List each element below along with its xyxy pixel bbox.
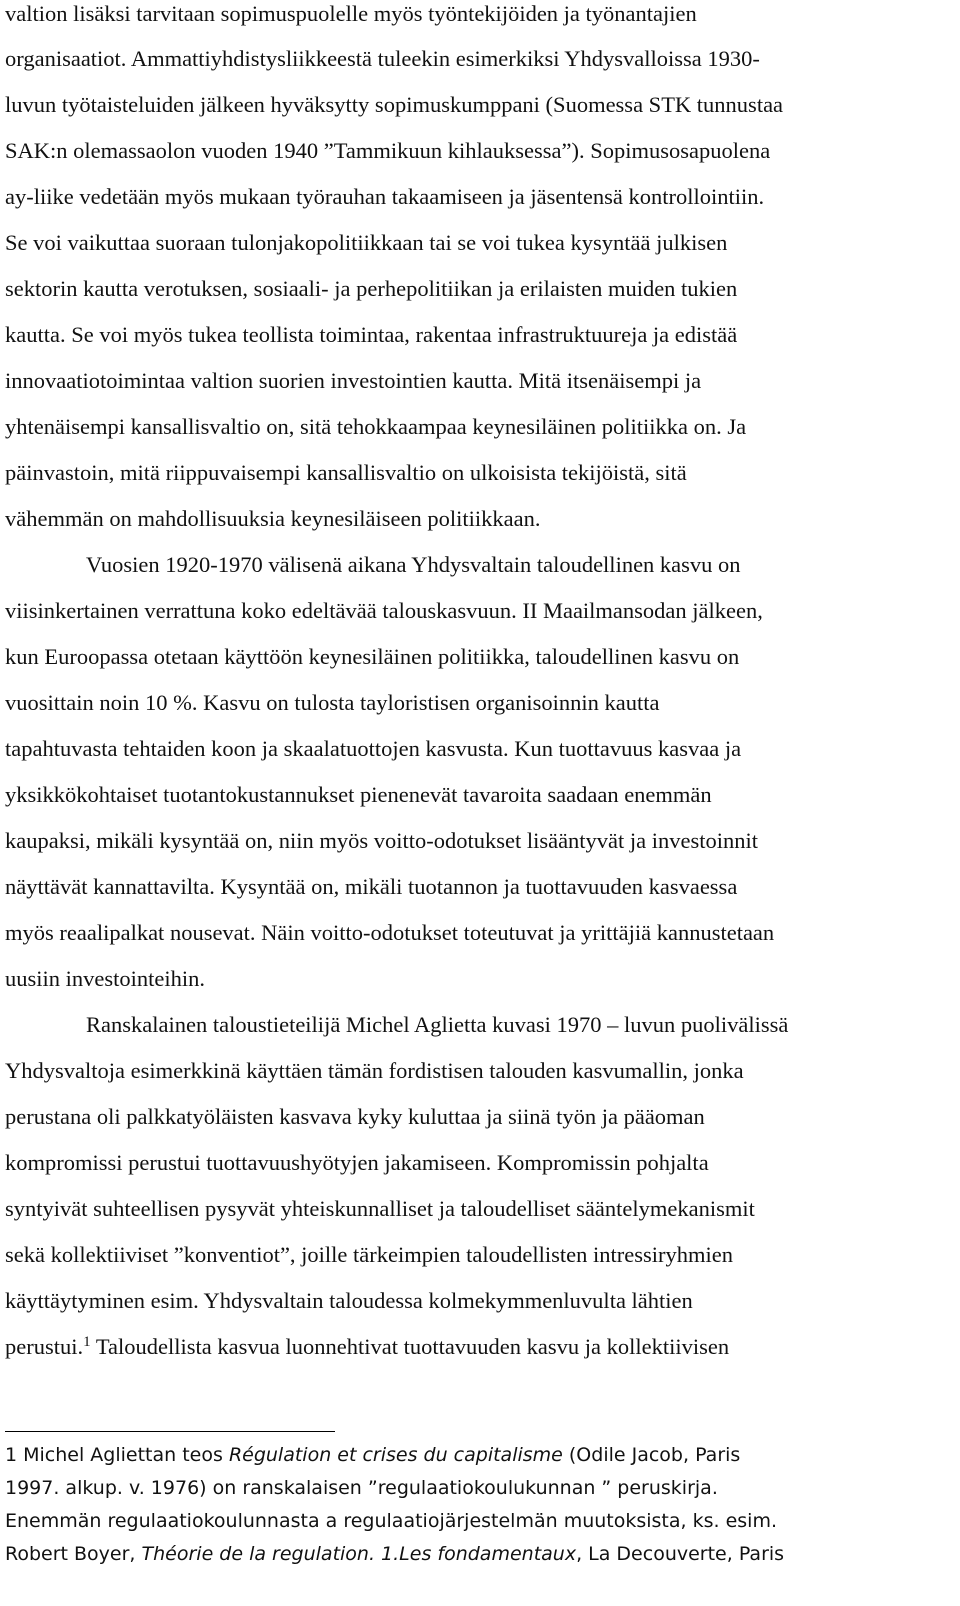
footnote-number: 1	[5, 1444, 18, 1466]
body-line: Yhdysvaltoja esimerkkinä käyttäen tämän fordistisen talouden kasvumallin, jonka	[5, 1058, 744, 1083]
footnote-reference[interactable]: 1	[83, 1334, 91, 1350]
body-line: sekä kollektiiviset ”konventiot”, joille tärkeimpien taloudellisten intressiryhmien	[5, 1242, 733, 1267]
body-line: valtion lisäksi tarvitaan sopimuspuolelle myös työntekijöiden ja työnantajien	[5, 1, 697, 26]
body-line: luvun työtaisteluiden jälkeen hyväksytty sopimuskumppani (Suomessa STK tunnustaa	[5, 92, 784, 117]
body-text: perustui.	[5, 1334, 84, 1359]
body-line: myös reaalipalkat nousevat. Näin voitto-odotukset toteutuvat ja yrittäjiä kannustetaan	[5, 920, 775, 945]
body-line: kompromissi perustui tuottavuushyötyjen jakamiseen. Kompromissin pohjalta	[5, 1150, 709, 1175]
body-line: Se voi vaikuttaa suoraan tulonjakopolitiikkaan tai se voi tukea kysyntää julkisen	[5, 230, 728, 255]
body-line: vähemmän on mahdollisuuksia keynesiläiseen politiikkaan.	[5, 506, 541, 531]
body-line: kaupaksi, mikäli kysyntää on, niin myös voitto-odotukset lisääntyvät ja investoinnit	[5, 828, 759, 853]
body-line: yhtenäisempi kansallisvaltio on, sitä tehokkaampaa keynesiläinen politiikka on. Ja	[5, 414, 747, 439]
body-line: kautta. Se voi myös tukea teollista toimintaa, rakentaa infrastruktuureja ja edistää	[5, 322, 738, 347]
footnote-book-title: Théorie de la regulation. 1.Les fondamentaux	[141, 1543, 577, 1565]
body-line: sektorin kautta verotuksen, sosiaali- ja perhepolitiikan ja erilaisten muiden tukien	[5, 276, 738, 301]
footnote-book-title: Régulation et crises du capitalisme	[228, 1444, 563, 1466]
body-line: tapahtuvasta tehtaiden koon ja skaalatuottojen kasvusta. Kun tuottavuus kasvaa ja	[5, 736, 742, 761]
footnote-text: Robert Boyer,	[5, 1543, 142, 1565]
body-line: näyttävät kannattavilta. Kysyntää on, mikäli tuotannon ja tuottavuuden kasvaessa	[5, 874, 738, 899]
body-line: organisaatiot. Ammattiyhdistysliikkeestä tuleekin esimerkiksi Yhdysvalloissa 1930-	[5, 46, 760, 71]
body-line	[5, 1333, 729, 1361]
footnote-text: (Odile Jacob, Paris	[562, 1444, 741, 1466]
body-line: käyttäytyminen esim. Yhdysvaltain taloudessa kolmekymmenluvulta lähtien	[5, 1288, 693, 1313]
footnote-line	[5, 1540, 784, 1568]
body-line: päinvastoin, mitä riippuvaisempi kansallisvaltio on ulkoisista tekijöistä, sitä	[5, 460, 687, 485]
body-line: SAK:n olemassaolon vuoden 1940 ”Tammikuun kihlauksessa”). Sopimusosapuolena	[5, 138, 771, 163]
body-line: yksikkökohtaiset tuotantokustannukset pienenevät tavaroita saadaan enemmän	[5, 782, 712, 807]
body-line: viisinkertainen verrattuna koko edeltävää talouskasvuun. II Maailmansodan jälkeen,	[5, 598, 763, 623]
footnote-text: , La Decouverte, Paris	[576, 1543, 785, 1565]
footnote-line: 1997. alkup. v. 1976) on ranskalaisen ”regulaatiokoulukunnan ” peruskirja.	[5, 1477, 718, 1499]
footnote-line: Enemmän regulaatiokoulunnasta a regulaatiojärjestelmän muutoksista, ks. esim.	[5, 1510, 778, 1532]
footnote-text: Michel Agliettan teos	[17, 1444, 229, 1466]
footnote-separator	[5, 1431, 335, 1432]
body-line: ay-liike vedetään myös mukaan työrauhan takaamiseen ja jäsentensä kontrollointiin.	[5, 184, 765, 209]
body-line: innovaatiotoimintaa valtion suorien investointien kautta. Mitä itsenäisempi ja	[5, 368, 702, 393]
body-line: perustana oli palkkatyöläisten kasvava kyky kuluttaa ja siinä työn ja pääoman	[5, 1104, 705, 1129]
body-line: kun Euroopassa otetaan käyttöön keynesiläinen politiikka, taloudellinen kasvu on	[5, 644, 740, 669]
body-line: vuosittain noin 10 %. Kasvu on tulosta tayloristisen organisoinnin kautta	[5, 690, 660, 715]
footnote-line	[5, 1441, 740, 1469]
body-text: Taloudellista kasvua luonnehtivat tuottavuuden kasvu ja kollektiivisen	[90, 1334, 730, 1359]
paragraph-start-line: Ranskalainen taloustieteilijä Michel Aglietta kuvasi 1970 – luvun puolivälissä	[86, 1012, 789, 1037]
body-line: uusiin investointeihin.	[5, 966, 205, 991]
body-line: syntyivät suhteellisen pysyvät yhteiskunnalliset ja taloudelliset sääntelymekanismit	[5, 1196, 755, 1221]
paragraph-start-line: Vuosien 1920-1970 välisenä aikana Yhdysvaltain taloudellinen kasvu on	[86, 552, 741, 577]
